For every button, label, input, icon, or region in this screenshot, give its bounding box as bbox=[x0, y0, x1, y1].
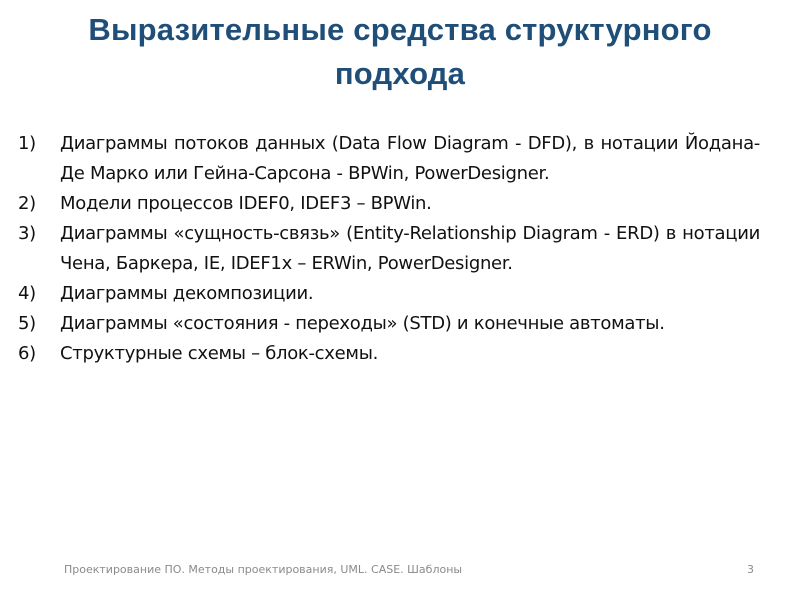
list-item-number: 2) bbox=[18, 193, 36, 214]
list-item-text: Диаграммы «состояния - переходы» (STD) и конечные автоматы. bbox=[60, 313, 665, 334]
list-item-text: Диаграммы потоков данных (Data Flow Diagram - DFD), в нотации Йодана-Де Марко или Гейна-Сарсона - BPWin, PowerDesigner. bbox=[60, 133, 760, 184]
slide-footer: Проектирование ПО. Методы проектирования, UML. CASE. Шаблоны bbox=[64, 563, 463, 576]
list-item bbox=[18, 309, 760, 339]
list-item bbox=[18, 189, 760, 219]
list-item-text: Диаграммы «сущность-связь» (Entity-Relationship Diagram - ERD) в нотации Чена, Баркера, IE, IDEF1x – ERWin, PowerDesigner. bbox=[60, 223, 760, 274]
list-item-text: Структурные схемы – блок-схемы. bbox=[60, 343, 379, 364]
page-number: 3 bbox=[747, 563, 754, 576]
slide-title: Выразительные средства структурного подхода bbox=[88, 12, 712, 91]
list-item-number: 4) bbox=[18, 283, 36, 304]
list-item-number: 1) bbox=[18, 133, 36, 154]
list-item bbox=[18, 339, 760, 369]
list-item bbox=[18, 129, 760, 189]
list-item-text: Модели процессов IDEF0, IDEF3 – BPWin. bbox=[60, 193, 432, 214]
bullet-list bbox=[18, 129, 760, 369]
list-item bbox=[18, 219, 760, 279]
list-item bbox=[18, 279, 760, 309]
list-item-text: Диаграммы декомпозиции. bbox=[60, 283, 314, 304]
list-item-number: 5) bbox=[18, 313, 36, 334]
list-item-number: 3) bbox=[18, 223, 36, 244]
list-item-number: 6) bbox=[18, 343, 36, 364]
